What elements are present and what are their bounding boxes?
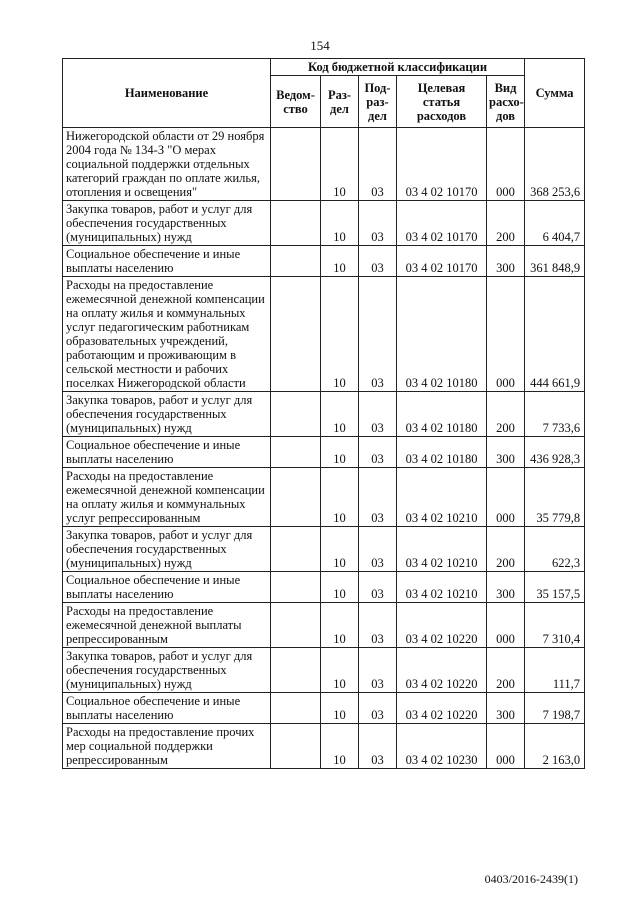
row-name: Расходы на предоставление ежемесячной денежной компенсации на оплату жилья и коммунальных услуг репрессированным: [63, 468, 271, 527]
row-name: Расходы на предоставление ежемесячной денежной компенсации на оплату жилья и коммунальных услуг педагогическим работникам образовательных учреждений, работающим и проживающим в сельской местности и рабочих поселках Нижегородской области: [63, 277, 271, 392]
row-vid: 000: [487, 468, 525, 527]
row-vedomstvo: [271, 246, 321, 277]
row-vedomstvo: [271, 603, 321, 648]
row-vedomstvo: [271, 724, 321, 769]
row-target: 03 4 02 10170: [397, 128, 487, 201]
row-vedomstvo: [271, 648, 321, 693]
row-razdel: 10: [321, 201, 359, 246]
row-vedomstvo: [271, 437, 321, 468]
row-sum: 368 253,6: [525, 128, 585, 201]
row-razdel: 10: [321, 392, 359, 437]
row-target: 03 4 02 10230: [397, 724, 487, 769]
row-target: 03 4 02 10180: [397, 277, 487, 392]
row-podrazdel: 03: [359, 128, 397, 201]
table-row: [63, 128, 585, 201]
row-razdel: 10: [321, 437, 359, 468]
row-vid: 000: [487, 724, 525, 769]
row-podrazdel: 03: [359, 246, 397, 277]
row-sum: 7 198,7: [525, 693, 585, 724]
row-podrazdel: 03: [359, 693, 397, 724]
row-razdel: 10: [321, 724, 359, 769]
row-name: Социальное обеспечение и иные выплаты населению: [63, 572, 271, 603]
row-sum: 361 848,9: [525, 246, 585, 277]
table-row: [63, 437, 585, 468]
row-target: 03 4 02 10220: [397, 693, 487, 724]
row-name: Расходы на предоставление ежемесячной денежной выплаты репрессированным: [63, 603, 271, 648]
row-name: Социальное обеспечение и иные выплаты населению: [63, 693, 271, 724]
table-row: [63, 468, 585, 527]
row-razdel: 10: [321, 246, 359, 277]
header-vedomstvo: Ведом-ство: [271, 76, 321, 128]
row-target: 03 4 02 10220: [397, 648, 487, 693]
row-razdel: 10: [321, 693, 359, 724]
row-podrazdel: 03: [359, 572, 397, 603]
row-vedomstvo: [271, 201, 321, 246]
table-row: [63, 527, 585, 572]
row-podrazdel: 03: [359, 277, 397, 392]
row-razdel: 10: [321, 128, 359, 201]
row-vedomstvo: [271, 468, 321, 527]
row-target: 03 4 02 10210: [397, 572, 487, 603]
table-row: [63, 648, 585, 693]
row-podrazdel: 03: [359, 437, 397, 468]
row-razdel: 10: [321, 648, 359, 693]
row-sum: 622,3: [525, 527, 585, 572]
row-podrazdel: 03: [359, 468, 397, 527]
row-podrazdel: 03: [359, 527, 397, 572]
row-vid: 200: [487, 648, 525, 693]
row-vid: 200: [487, 201, 525, 246]
row-vid: 200: [487, 527, 525, 572]
header-podrazdel: Под-раз-дел: [359, 76, 397, 128]
row-vid: 300: [487, 246, 525, 277]
row-sum: 7 310,4: [525, 603, 585, 648]
row-name: Социальное обеспечение и иные выплаты населению: [63, 246, 271, 277]
row-vedomstvo: [271, 128, 321, 201]
row-name: Закупка товаров, работ и услуг для обеспечения государственных (муниципальных) нужд: [63, 527, 271, 572]
header-razdel: Раз-дел: [321, 76, 359, 128]
row-vid: 300: [487, 693, 525, 724]
row-sum: 35 779,8: [525, 468, 585, 527]
row-sum: 444 661,9: [525, 277, 585, 392]
table-row: [63, 277, 585, 392]
row-podrazdel: 03: [359, 603, 397, 648]
row-vid: 000: [487, 603, 525, 648]
row-razdel: 10: [321, 527, 359, 572]
row-target: 03 4 02 10220: [397, 603, 487, 648]
row-vedomstvo: [271, 572, 321, 603]
row-target: 03 4 02 10210: [397, 527, 487, 572]
row-vedomstvo: [271, 277, 321, 392]
row-razdel: 10: [321, 277, 359, 392]
row-vedomstvo: [271, 527, 321, 572]
row-razdel: 10: [321, 603, 359, 648]
row-name: Закупка товаров, работ и услуг для обеспечения государственных (муниципальных) нужд: [63, 648, 271, 693]
row-sum: 2 163,0: [525, 724, 585, 769]
table-row: [63, 572, 585, 603]
row-vid: 000: [487, 128, 525, 201]
row-target: 03 4 02 10170: [397, 246, 487, 277]
table-row: [63, 246, 585, 277]
row-vid: 300: [487, 437, 525, 468]
row-sum: 111,7: [525, 648, 585, 693]
row-name: Нижегородской области от 29 ноября 2004 года № 134-З "О мерах социальной поддержки отдельных категорий граждан по оплате жилья, отопления и освещения": [63, 128, 271, 201]
row-target: 03 4 02 10180: [397, 392, 487, 437]
row-vid: 000: [487, 277, 525, 392]
row-sum: 436 928,3: [525, 437, 585, 468]
document-code: 0403/2016-2439(1): [484, 872, 578, 886]
table-row: [63, 693, 585, 724]
header-target: Целевая статья расходов: [397, 76, 487, 128]
row-razdel: 10: [321, 468, 359, 527]
page-number: 154: [310, 38, 330, 53]
row-vid: 300: [487, 572, 525, 603]
table-row: [63, 392, 585, 437]
table-row: [63, 201, 585, 246]
row-sum: 6 404,7: [525, 201, 585, 246]
header-vid: Вид расхо-дов: [487, 76, 525, 128]
row-sum: 7 733,6: [525, 392, 585, 437]
row-name: Закупка товаров, работ и услуг для обеспечения государственных (муниципальных) нужд: [63, 201, 271, 246]
header-sum: Сумма: [525, 59, 585, 128]
budget-table: [62, 58, 585, 769]
row-target: 03 4 02 10180: [397, 437, 487, 468]
row-target: 03 4 02 10210: [397, 468, 487, 527]
row-target: 03 4 02 10170: [397, 201, 487, 246]
row-vedomstvo: [271, 693, 321, 724]
header-name: Наименование: [63, 59, 271, 128]
row-podrazdel: 03: [359, 392, 397, 437]
row-sum: 35 157,5: [525, 572, 585, 603]
row-podrazdel: 03: [359, 201, 397, 246]
row-vid: 200: [487, 392, 525, 437]
row-name: Закупка товаров, работ и услуг для обеспечения государственных (муниципальных) нужд: [63, 392, 271, 437]
table-row: [63, 724, 585, 769]
row-podrazdel: 03: [359, 648, 397, 693]
row-podrazdel: 03: [359, 724, 397, 769]
row-vedomstvo: [271, 392, 321, 437]
header-code-group: Код бюджетной классификации: [271, 59, 525, 76]
row-razdel: 10: [321, 572, 359, 603]
table-row: [63, 603, 585, 648]
row-name: Расходы на предоставление прочих мер социальной поддержки репрессированным: [63, 724, 271, 769]
row-name: Социальное обеспечение и иные выплаты населению: [63, 437, 271, 468]
